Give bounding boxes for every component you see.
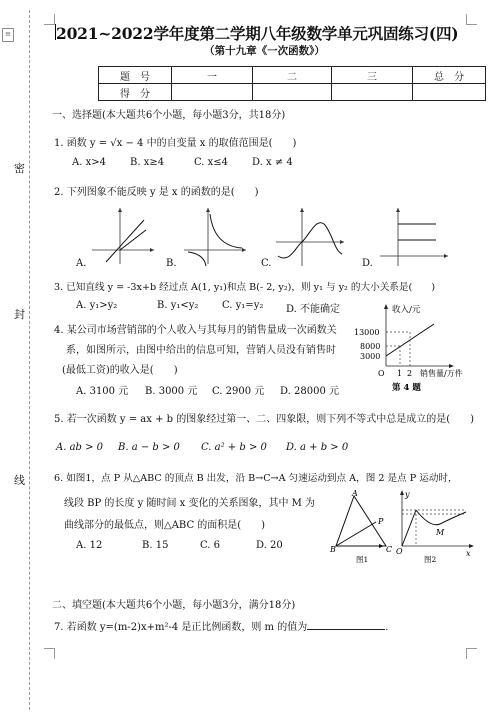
question-4-option-d: D. 28000 元	[280, 386, 340, 397]
margin-char-xian: 线	[14, 474, 25, 487]
question-1-option-d: D. x ≠ 4	[252, 157, 293, 168]
q4-ytick: 3000	[360, 352, 381, 361]
corner-mark-top-left	[44, 14, 55, 25]
question-7-stem: 7. 若函数 y=(m-2)x+m²-4 是正比例函数，则 m 的值为 .	[54, 622, 389, 633]
score-table-cell: 得 分	[99, 84, 172, 101]
section2-heading: 二、填空题(本大题共6个小题，每小题3分，满分18分)	[52, 600, 296, 611]
q6-fig2-label: O	[396, 547, 403, 556]
corner-mark-bottom-left	[44, 648, 55, 659]
q6-fig2-label: x	[466, 549, 471, 558]
question-6-line-2: 线段 BP 的长度 y 随时间 x 变化的关系图象，其中 M 为	[64, 498, 316, 509]
q4-ytick: 13000	[354, 328, 380, 337]
score-table-cell: 二	[253, 67, 332, 84]
score-table-header-row	[99, 67, 486, 84]
question-5-option-c: C. a² + b > 0	[201, 442, 267, 453]
question-4-option-a: A. 3100 元	[76, 386, 129, 397]
corner-mark-bottom-right	[466, 648, 477, 659]
question-7-answer-blank[interactable]	[307, 620, 385, 630]
score-input-cell[interactable]	[332, 84, 413, 101]
question-6-option-d: D. 20	[256, 540, 283, 551]
score-table-cell: 总 分	[413, 67, 486, 84]
question-4-option-c: C. 2900 元	[212, 386, 265, 397]
margin-char-mi: 密	[14, 162, 25, 175]
question-6-line-1: 6. 如图1，点 P 从△ABC 的顶点 B 出发，沿 B→C→A 匀速运动到点 A，图 2 是点 P 运动时，	[54, 473, 458, 484]
binding-dashed-line	[29, 10, 30, 710]
binding-margin	[0, 0, 36, 721]
question-4-line-3: (最低工资)的收入是( )	[62, 365, 178, 376]
q4-xtick: 2	[407, 369, 413, 378]
question-2-option-c: C.	[261, 258, 272, 269]
question-1-stem: 1. 函数 y = √x − 4 中的自变量 x 的取值范围是( )	[54, 138, 297, 149]
question-2-graph-c	[272, 206, 348, 268]
q6-fig1-label: A	[352, 489, 358, 498]
score-table-score-row	[99, 84, 486, 101]
document-icon: ≡	[2, 28, 14, 42]
question-6-option-a: A. 12	[76, 540, 103, 551]
score-input-cell[interactable]	[253, 84, 332, 101]
score-table-cell: 三	[332, 67, 413, 84]
question-6-figure-2	[394, 488, 476, 566]
q6-fig2-label: M	[436, 528, 445, 537]
q6-fig2-caption: 图2	[424, 555, 437, 564]
question-5-stem: 5. 若一次函数 y = ax + b 的图象经过第一、二、四象限，则下列不等式中总是成立的是( )	[54, 414, 475, 425]
question-2-option-d: D.	[362, 258, 373, 269]
score-table-cell: 一	[172, 67, 253, 84]
question-1-option-c: C. x≤4	[194, 157, 229, 168]
question-6-figure-1	[328, 488, 398, 566]
score-table	[98, 66, 486, 101]
question-5-option-a: A. ab > 0	[56, 442, 104, 453]
question-5-option-d: D. a + b > 0	[286, 442, 349, 453]
question-7-text: 7. 若函数 y=(m-2)x+m²-4 是正比例函数，则 m 的值为	[54, 622, 308, 633]
q4-caption: 第 4 题	[392, 383, 421, 393]
score-input-cell[interactable]	[172, 84, 253, 101]
question-2-option-b: B.	[166, 258, 177, 269]
q4-xlabel: 销售量/万件	[420, 369, 463, 378]
question-3-stem: 3. 已知直线 y = -3x+b 经过点 A(1, y₁)和点 B(- 2, y₂)，则 y₁ 与 y₂ 的大小关系是( )	[54, 282, 436, 293]
section1-heading: 一、选择题(本大题共6个小题，每小题3分，共18分)	[52, 110, 286, 121]
question-1-option-b: B. x≥4	[130, 157, 165, 168]
question-4-figure	[348, 300, 488, 396]
page-title: 2021~2022学年度第二学期八年级数学单元巩固练习(四)	[56, 24, 459, 43]
question-3-option-d: D. 不能确定	[286, 304, 341, 315]
question-2-graph-b	[180, 206, 250, 268]
question-6-option-b: B. 15	[142, 540, 169, 551]
question-3-option-b: B. y₁<y₂	[157, 300, 199, 311]
q4-origin: O	[378, 369, 385, 378]
q6-fig2-label: y	[405, 490, 410, 499]
score-table-cell: 题 号	[99, 67, 172, 84]
question-4-line-2: 系，如图所示，由图中给出的信息可知，营销人员没有销售时	[66, 345, 336, 356]
margin-char-feng: 封	[14, 308, 25, 321]
question-2-graph-d	[376, 206, 452, 268]
question-6-option-c: C. 6	[200, 540, 221, 551]
question-3-option-c: C. y₁=y₂	[222, 300, 264, 311]
question-4-option-b: B. 3000 元	[145, 386, 198, 397]
q6-fig1-label: C	[386, 545, 393, 554]
question-3-option-a: A. y₁>y₂	[76, 300, 118, 311]
q4-ytick: 8000	[360, 342, 381, 351]
question-2-option-a: A.	[76, 258, 87, 269]
question-1-option-a: A. x>4	[72, 157, 106, 168]
question-2-stem: 2. 下列图象不能反映 y 是 x 的函数的是( )	[54, 187, 259, 198]
question-4-line-1: 4. 某公司市场营销部的个人收入与其每月的销售量成一次函数关	[54, 325, 337, 336]
score-input-cell[interactable]	[413, 84, 486, 101]
q4-xtick: 1	[397, 369, 403, 378]
question-2-graph-a	[88, 206, 158, 268]
q6-fig1-caption: 图1	[356, 555, 369, 564]
q6-fig1-label: P	[378, 517, 384, 526]
page-subtitle: （第十九章《一次函数》）	[204, 45, 325, 57]
q6-fig1-label: B	[330, 545, 336, 554]
q4-ylabel: 收入/元	[392, 305, 421, 315]
question-6-line-3: 曲线部分的最低点，则△ABC 的面积是( )	[64, 520, 266, 531]
question-5-option-b: B. a − b > 0	[118, 442, 180, 453]
